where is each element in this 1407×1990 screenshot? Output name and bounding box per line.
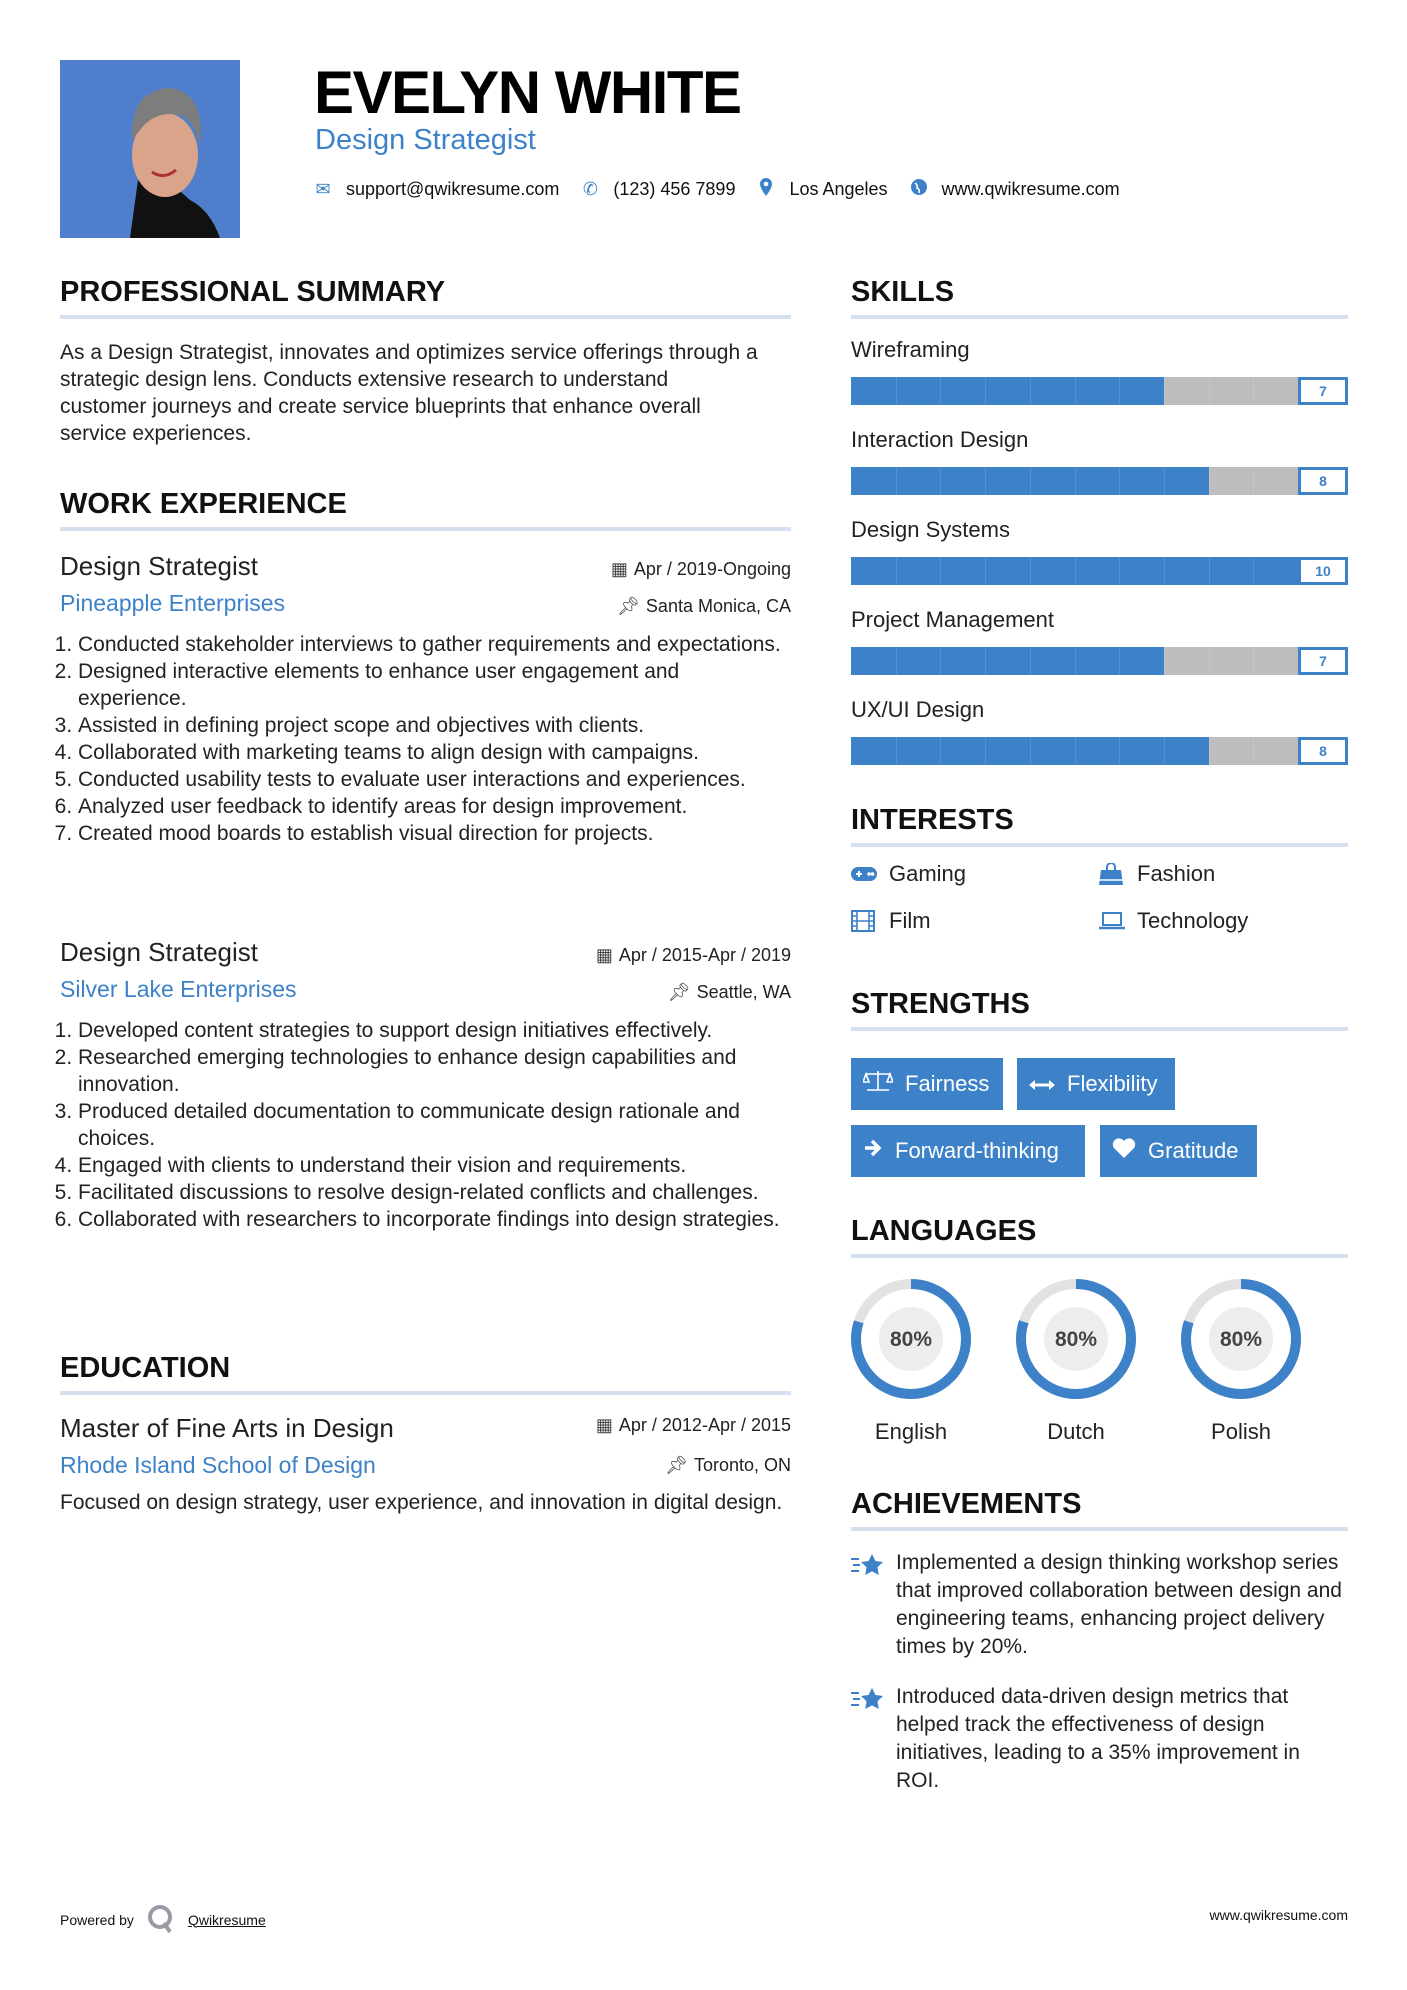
job-location-text: Santa Monica, CA: [645, 596, 791, 616]
strength-flexibility: [1017, 1058, 1175, 1110]
skill-label: Interaction Design: [851, 427, 1029, 452]
job-bullet: 1. Conducted stakeholder interviews to gather requirements and expectations.: [78, 631, 790, 658]
footer-website[interactable]: www.qwikresume.com: [1209, 1907, 1348, 1923]
job-bullet: 2. Researched emerging technologies to enhance design capabilities and innovation.: [78, 1044, 790, 1098]
arrows-horizontal-icon: [1029, 1071, 1055, 1097]
calendar-icon: ▦: [595, 1415, 613, 1435]
skill-bar-segment: [1209, 377, 1210, 405]
skill-bar: [851, 467, 1348, 495]
job-dates: [596, 945, 791, 966]
experience-heading: WORK EXPERIENCE: [60, 488, 347, 520]
skill-bar: [851, 737, 1348, 765]
skill-bar-segment: [1075, 647, 1076, 675]
job-dates: [611, 559, 791, 580]
divider: [60, 527, 791, 531]
job-bullet: 4. Engaged with clients to understand their vision and requirements.: [78, 1152, 790, 1179]
skill-bar: [851, 647, 1348, 675]
achievement-item: [851, 1549, 1348, 1661]
footer-left: [60, 1903, 266, 1936]
calendar-icon: ▦: [610, 559, 628, 579]
skill-bar-segment: [985, 737, 986, 765]
contact-location: Los Angeles: [789, 179, 888, 199]
strength-label: Gratitude: [1148, 1138, 1239, 1163]
skill-bar-segment: [940, 377, 941, 405]
contact-bar: [314, 178, 1142, 201]
experience-section: [60, 488, 791, 531]
job-bullet: 4. Collaborated with marketing teams to align design with campaigns.: [78, 739, 790, 766]
pin-icon: 📌︎: [667, 982, 691, 1002]
language-label: Polish: [1211, 1419, 1271, 1444]
summary-section: [60, 276, 791, 447]
strength-label: Flexibility: [1067, 1071, 1158, 1096]
interest-label: Film: [889, 908, 931, 933]
skill-item: [851, 517, 1348, 585]
skill-bar-segment: [1075, 467, 1076, 495]
education-location-text: Toronto, ON: [693, 1455, 791, 1475]
contact-phone: (123) 456 7899: [613, 179, 736, 199]
skill-value: 7: [1298, 377, 1348, 405]
skill-item: [851, 697, 1348, 765]
education-location: [665, 1455, 791, 1476]
job-title: Design Strategist: [60, 937, 258, 967]
skill-bar-segment: [1119, 377, 1120, 405]
job-bullet: 3. Produced detailed documentation to communicate design rationale and choices.: [78, 1098, 790, 1152]
skill-bar-segment: [1030, 647, 1031, 675]
skill-bar-segment: [1209, 557, 1210, 585]
skill-item: [851, 337, 1348, 405]
language-percent: 80%: [1219, 1328, 1263, 1351]
skill-value: 10: [1298, 557, 1348, 585]
job-bullet: 7. Created mood boards to establish visual direction for projects.: [78, 820, 790, 847]
strength-label: Forward-thinking: [895, 1138, 1059, 1163]
arrow-right-icon: [863, 1138, 883, 1164]
envelope-icon: ✉: [315, 179, 331, 199]
map-marker-icon: [757, 178, 775, 201]
interest-label: Fashion: [1137, 861, 1216, 886]
skill-bar: [851, 557, 1348, 585]
strength-label: Fairness: [905, 1071, 990, 1096]
skill-bar-fill: [851, 557, 1348, 585]
skill-bar-segment: [940, 557, 941, 585]
skill-bar-segment: [940, 467, 941, 495]
skill-value: 7: [1298, 647, 1348, 675]
divider: [851, 1254, 1348, 1258]
skill-bar-segment: [1164, 467, 1165, 495]
skill-bar-segment: [985, 647, 986, 675]
skill-label: Design Systems: [851, 517, 1010, 542]
skill-value: 8: [1298, 737, 1348, 765]
interests-section: [851, 804, 1348, 961]
skill-label: UX/UI Design: [851, 697, 985, 722]
achievement-text: Introduced data-driven design metrics that helped track the effectiveness of design initiatives, leading to a 35% improvement in ROI.: [896, 1685, 1300, 1792]
skill-bar-segment: [940, 647, 941, 675]
contact-website[interactable]: www.qwikresume.com: [941, 179, 1120, 199]
strengths-section: [851, 988, 1348, 1188]
language-percent: 80%: [889, 1328, 933, 1351]
skill-value: 8: [1298, 467, 1348, 495]
achievement-item: [851, 1683, 1348, 1795]
education-section: [60, 1352, 791, 1516]
star-icon: [851, 1683, 896, 1795]
phone-icon: ✆: [582, 179, 598, 199]
skill-item: [851, 607, 1348, 675]
skill-bar-segment: [1209, 467, 1210, 495]
skill-bar-segment: [1030, 377, 1031, 405]
skill-bar-segment: [896, 557, 897, 585]
skill-bar-segment: [896, 377, 897, 405]
job-bullet: 5. Conducted usability tests to evaluate user interactions and experiences.: [78, 766, 790, 793]
calendar-icon: ▦: [595, 945, 613, 965]
pin-icon: 📌︎: [665, 1455, 688, 1475]
interest-technology: [1099, 908, 1248, 934]
skill-bar-segment: [1119, 467, 1120, 495]
shopping-bag-icon: [1099, 863, 1125, 885]
skills-section: [851, 276, 1348, 787]
skill-bar-segment: [1253, 557, 1254, 585]
skill-bar-fill: [851, 377, 1164, 405]
skills-heading: SKILLS: [851, 276, 955, 308]
language-item: [1176, 1274, 1306, 1445]
skill-bar-segment: [1030, 467, 1031, 495]
skill-bar-segment: [1209, 737, 1210, 765]
heart-icon: [1112, 1137, 1136, 1165]
languages-heading: LANGUAGES: [851, 1215, 1037, 1247]
laptop-icon: [1099, 912, 1125, 930]
interests-heading: INTERESTS: [851, 804, 1014, 836]
job-dates-text: Apr / 2019-Ongoing: [633, 559, 791, 579]
skill-bar-segment: [1164, 557, 1165, 585]
skill-bar-segment: [1119, 737, 1120, 765]
skill-bar-segment: [1253, 647, 1254, 675]
skill-bar: [851, 377, 1348, 405]
language-percent: 80%: [1054, 1328, 1098, 1351]
skill-bar-segment: [1253, 377, 1254, 405]
strength-forward-thinking: [851, 1125, 1085, 1177]
globe-icon: [910, 179, 928, 200]
divider: [60, 315, 791, 319]
strength-fairness: [851, 1058, 1003, 1110]
language-label: Dutch: [1047, 1419, 1105, 1444]
education-description: Focused on design strategy, user experience, and innovation in digital design.: [60, 1491, 783, 1514]
strength-gratitude: [1100, 1125, 1257, 1177]
gamepad-icon: [851, 866, 877, 882]
job-location: [668, 982, 791, 1003]
skill-bar-segment: [985, 467, 986, 495]
skill-bar-segment: [1253, 737, 1254, 765]
job-bullet: 6. Analyzed user feedback to identify areas for design improvement.: [78, 793, 790, 820]
job-bullet: 3. Assisted in defining project scope and objectives with clients.: [78, 712, 790, 739]
language-label: English: [874, 1419, 948, 1444]
skill-bar-segment: [1164, 737, 1165, 765]
job-title: Design Strategist: [60, 551, 258, 581]
languages-section: [851, 1215, 1348, 1454]
candidate-role: Design Strategist: [315, 124, 536, 156]
achievements-heading: ACHIEVEMENTS: [851, 1488, 1082, 1520]
skill-item: [851, 427, 1348, 495]
skill-bar-segment: [985, 557, 986, 585]
job-bullet: 2. Designed interactive elements to enhance user engagement and experience.: [78, 658, 790, 712]
skill-bar-segment: [1075, 737, 1076, 765]
interest-gaming: [851, 861, 966, 887]
skill-bar-segment: [940, 737, 941, 765]
summary-text: As a Design Strategist, innovates and optimizes service offerings through a strategic design lens. Conducts extensive research to understand customer journeys and create service blueprints that enhance overall service experiences.: [60, 341, 758, 445]
language-donut: [1011, 1274, 1141, 1404]
achievements-section: [851, 1488, 1348, 1817]
divider: [851, 1527, 1348, 1531]
job-entry: [60, 937, 791, 1233]
skill-bar-segment: [1209, 647, 1210, 675]
skill-bar-segment: [896, 647, 897, 675]
interest-film: [851, 908, 931, 934]
qwikresume-logo-icon: [146, 1903, 176, 1936]
achievement-text: Implemented a design thinking workshop series that improved collaboration between design and engineering teams, enhancing project delivery times by 20%.: [896, 1551, 1342, 1658]
interest-fashion: [1099, 861, 1215, 887]
film-icon: [851, 910, 877, 932]
skill-label: Wireframing: [851, 337, 970, 362]
summary-heading: PROFESSIONAL SUMMARY: [60, 276, 446, 308]
brand-link[interactable]: Qwikresume: [187, 1911, 266, 1928]
job-company: Pineapple Enterprises: [60, 590, 286, 616]
contact-email[interactable]: support@qwikresume.com: [346, 179, 560, 199]
skill-bar-segment: [1119, 557, 1120, 585]
skill-bar-segment: [1075, 377, 1076, 405]
language-item: [1011, 1274, 1141, 1445]
skill-label: Project Management: [851, 607, 1054, 632]
divider: [60, 1391, 791, 1395]
job-bullet: 6. Collaborated with researchers to incorporate findings into design strategies.: [78, 1206, 790, 1233]
skill-bar-segment: [1164, 647, 1165, 675]
education-heading: EDUCATION: [60, 1352, 231, 1384]
divider: [851, 843, 1348, 847]
divider: [851, 315, 1348, 319]
skill-bar-segment: [1030, 557, 1031, 585]
job-bullet: 1. Developed content strategies to support design initiatives effectively.: [78, 1017, 790, 1044]
skill-bar-segment: [1253, 467, 1254, 495]
star-icon: [851, 1549, 896, 1661]
interest-label: Technology: [1137, 908, 1249, 933]
strengths-heading: STRENGTHS: [851, 988, 1030, 1020]
job-dates-text: Apr / 2015-Apr / 2019: [618, 945, 791, 965]
balance-scale-icon: [863, 1070, 893, 1098]
powered-by-text: Powered by: [60, 1911, 134, 1928]
skill-bar-segment: [1030, 737, 1031, 765]
skill-bar-segment: [1119, 647, 1120, 675]
school: Rhode Island School of Design: [60, 1452, 376, 1478]
job-company: Silver Lake Enterprises: [60, 976, 297, 1002]
job-entry: [60, 551, 791, 847]
language-donut: [846, 1274, 976, 1404]
divider: [851, 1027, 1348, 1031]
skill-bar-segment: [896, 467, 897, 495]
skill-bar-segment: [985, 377, 986, 405]
language-item: [846, 1274, 976, 1445]
pin-icon: 📌︎: [617, 596, 640, 616]
skill-bar-segment: [1164, 377, 1165, 405]
profile-photo: [60, 60, 240, 238]
education-dates-text: Apr / 2012-Apr / 2015: [618, 1415, 791, 1435]
job-bullets: [60, 631, 790, 847]
language-donut: [1176, 1274, 1306, 1404]
interest-label: Gaming: [889, 861, 967, 886]
skill-bar-segment: [1075, 557, 1076, 585]
skill-bar-segment: [896, 737, 897, 765]
job-location: [617, 596, 791, 617]
job-bullet: 5. Facilitated discussions to resolve design-related conflicts and challenges.: [78, 1179, 790, 1206]
education-dates: [596, 1415, 791, 1436]
job-bullets: [60, 1017, 790, 1233]
degree: Master of Fine Arts in Design: [60, 1413, 394, 1443]
job-location-text: Seattle, WA: [696, 982, 791, 1002]
candidate-name: EVELYN WHITE: [314, 59, 741, 126]
skill-bar-fill: [851, 647, 1164, 675]
